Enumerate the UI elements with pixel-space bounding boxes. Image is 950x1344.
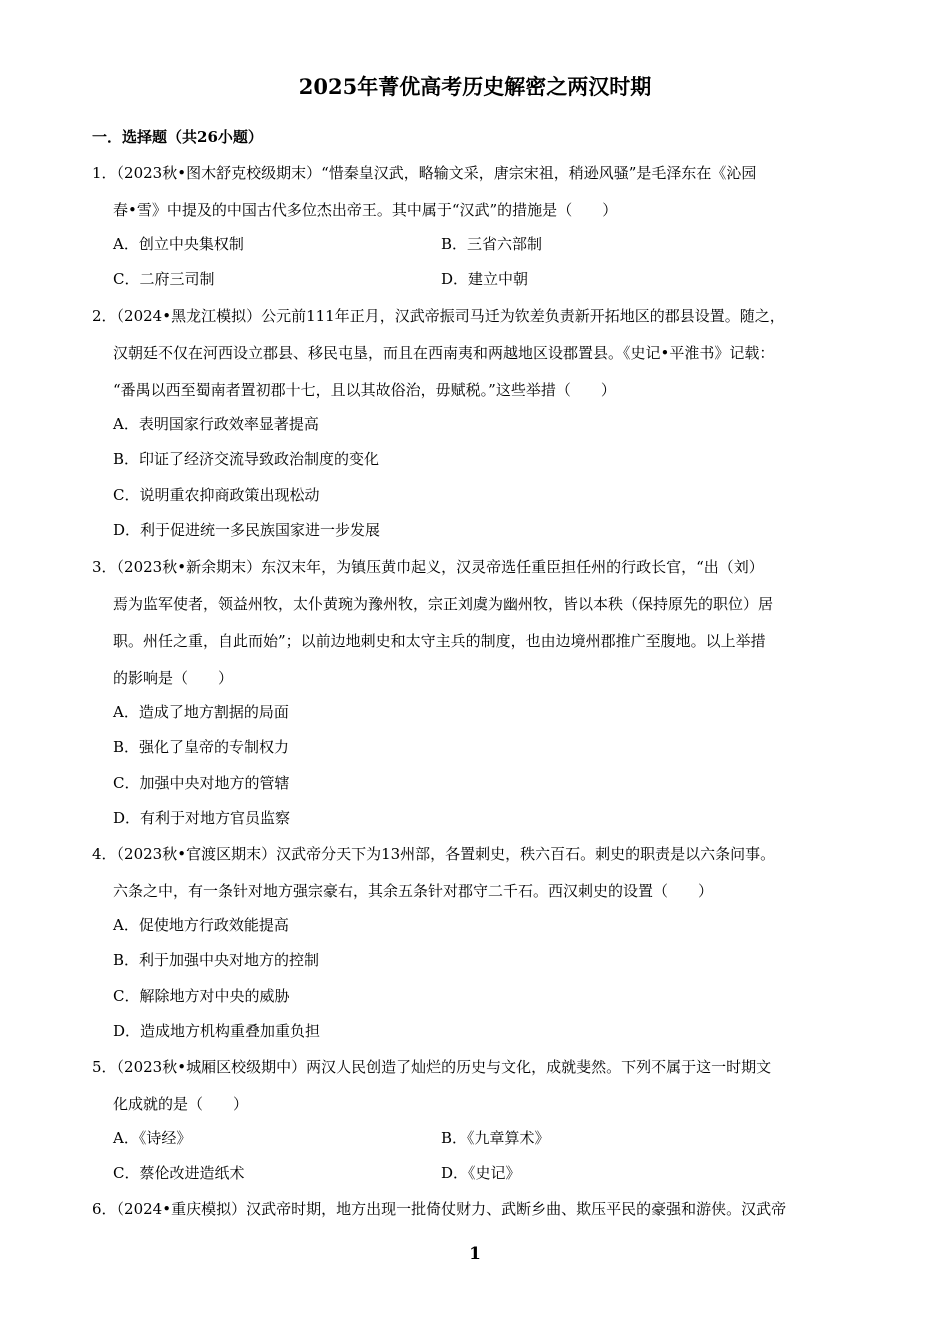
answer-option: C．二府三司制: [113, 270, 215, 288]
question-text-line: 六条之中，有一条针对地方强宗豪右，其余五条针对郡守二千石。西汉刺史的设置（ ）: [113, 882, 714, 900]
answer-option: D．建立中朝: [441, 270, 529, 288]
answer-option: B．利于加强中央对地方的控制: [113, 951, 320, 969]
question-stem-line: 4．（2023秋•官渡区期末）汉武帝分天下为13州部，各置刺史，秩六百石。刺史的职责是以六条问事。: [92, 845, 776, 863]
question-stem-line: 3．（2023秋•新余期末）东汉末年，为镇压黄巾起义，汉灵帝选任重臣担任州的行政长官，“出（刘）: [92, 558, 764, 576]
question-text-line: 的影响是（ ）: [113, 669, 234, 687]
question-text-line: 化成就的是（ ）: [113, 1095, 249, 1113]
question-text-line: 职。州任之重，自此而始”；以前边地刺史和太守主兵的制度，也由边境州郡推广至腹地。以上举措: [113, 632, 766, 650]
question-stem-line: 6．（2024•重庆模拟）汉武帝时期，地方出现一批倚仗财力、武断乡曲、欺压平民的豪强和游侠。汉武帝: [92, 1200, 787, 1218]
answer-option: C．说明重农抑商政策出现松动: [113, 486, 320, 504]
answer-option: A．《诗经》: [113, 1129, 192, 1147]
document-title: 2025年菁优高考历史解密之两汉时期: [298, 74, 652, 99]
answer-option: B．《九章算术》: [441, 1129, 550, 1147]
answer-option: B．三省六部制: [441, 235, 543, 253]
answer-option: D．造成地方机构重叠加重负担: [113, 1022, 321, 1040]
answer-option: C．加强中央对地方的管辖: [113, 774, 290, 792]
answer-option: D．利于促进统一多民族国家进一步发展: [113, 521, 381, 539]
answer-option: A．促使地方行政效能提高: [113, 916, 289, 934]
answer-option: D．有利于对地方官员监察: [113, 809, 291, 827]
answer-option: B．印证了经济交流导致政治制度的变化: [113, 450, 380, 468]
answer-option: C．蔡伦改进造纸术: [113, 1164, 245, 1182]
question-stem-line: 1．（2023秋•图木舒克校级期末）“惜秦皇汉武，略输文采，唐宗宋祖，稍逊风骚”是毛泽东在《沁园: [92, 164, 757, 182]
answer-option: C．解除地方对中央的威胁: [113, 987, 290, 1005]
page-number: 1: [469, 1244, 481, 1264]
answer-option: B．强化了皇帝的专制权力: [113, 738, 290, 756]
question-text-line: 春•雪》中提及的中国古代多位杰出帝王。其中属于“汉武”的措施是（ ）: [113, 201, 618, 219]
question-stem-line: 2．（2024•黑龙江模拟）公元前111年正月，汉武帝振司马迁为钦差负责新开拓地区的郡县设置。随之，: [92, 307, 785, 325]
question-stem-line: 5．（2023秋•城厢区校级期中）两汉人民创造了灿烂的历史与文化，成就斐然。下列不属于这一时期文: [92, 1058, 772, 1076]
section-heading: 一．选择题（共26小题）: [92, 128, 263, 146]
question-text-line: “番禺以西至蜀南者置初郡十七，且以其故俗治，毋赋税。”这些举措（ ）: [113, 381, 616, 399]
answer-option: A．表明国家行政效率显著提高: [113, 415, 319, 433]
answer-option: A．造成了地方割据的局面: [113, 703, 289, 721]
answer-option: D．《史记》: [441, 1164, 521, 1182]
answer-option: A．创立中央集权制: [113, 235, 244, 253]
question-text-line: 焉为监军使者，领益州牧，太仆黄琬为豫州牧，宗正刘虞为幽州牧，皆以本秩（保持原先的职位）居: [113, 595, 774, 613]
question-text-line: 汉朝廷不仅在河西设立郡县、移民屯垦，而且在西南夷和两越地区设郡置县。《史记•平淮书》记载：: [113, 344, 775, 362]
